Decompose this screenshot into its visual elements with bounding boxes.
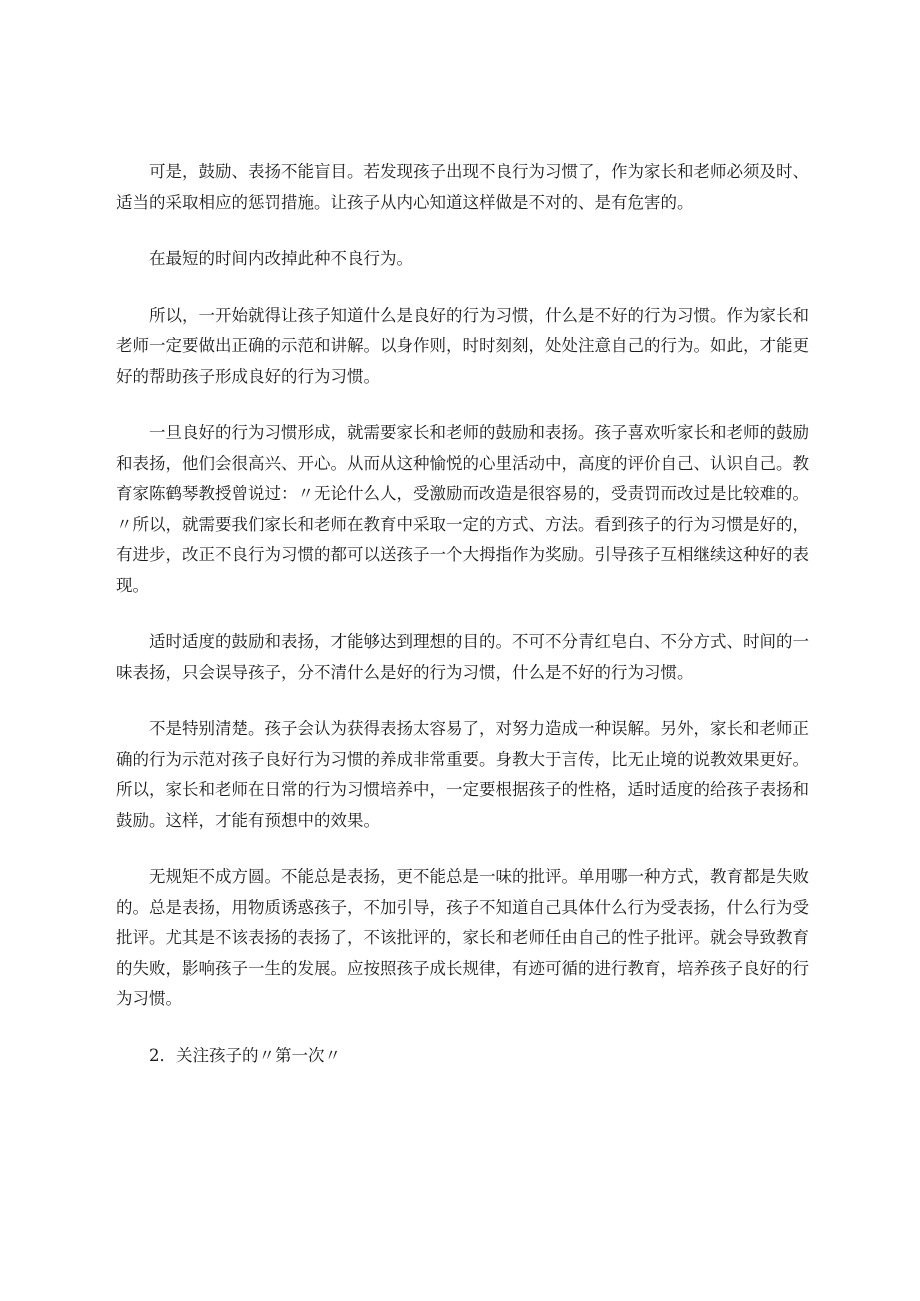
paragraph-7: 无规矩不成方圆。不能总是表扬，更不能总是一味的批评。单用哪一种方式，教育都是失败的。总是表扬，用物质诱惑孩子，不加引导，孩子不知道自己具体什么行为受表扬，什么行为受批评。尤其是不该表扬的表扬了，不该批评的，家长和老师任由自己的性子批评。就会导致教育的失败，影响孩子一生的发展。应按照孩子成长规律，有迹可循的进行教育，培养孩子良好的行为习惯。 [116, 867, 809, 1008]
document-body [116, 157, 809, 1071]
paragraph-5: 适时适度的鼓励和表扬，才能够达到理想的目的。不可不分青红皂白、不分方式、时间的一味表扬，只会误导孩子，分不清什么是好的行为习惯，什么是不好的行为习惯。 [116, 632, 809, 682]
paragraph-2: 在最短的时间内改掉此种不良行为。 [149, 249, 413, 268]
section-heading: 2．关注孩子的〃第一次〃 [149, 1045, 341, 1065]
paragraph-6: 不是特别清楚。孩子会认为获得表扬太容易了，对努力造成一种误解。另外，家长和老师正确的行为示范对孩子良好行为习惯的养成非常重要。身教大于言传，比无止境的说教效果更好。所以，家长和老师在日常的行为习惯培养中，一定要根据孩子的性格，适时适度的给孩子表扬和鼓励。这样，才能有预想中的效果。 [116, 719, 809, 830]
paragraph-3: 所以，一开始就得让孩子知道什么是良好的行为习惯，什么是不好的行为习惯。作为家长和老师一定要做出正确的示范和讲解。以身作则，时时刻刻，处处注意自己的行为。如此，才能更好的帮助孩子形成良好的行为习惯。 [116, 305, 809, 386]
paragraph-4: 一旦良好的行为习惯形成，就需要家长和老师的鼓励和表扬。孩子喜欢听家长和老师的鼓励和表扬，他们会很高兴、开心。从而从这种愉悦的心里活动中，高度的评价自己、认识自己。教育家陈鹤琴教授曾说过：〃无论什么人，受激励而改造是很容易的，受责罚而改过是比较难的。〃所以，就需要我们家长和老师在教育中采取一定的方式、方法。看到孩子的行为习惯是好的，有进步，改正不良行为习惯的都可以送孩子一个大拇指作为奖励。引导孩子互相继续这种好的表现。 [116, 423, 809, 595]
paragraph-1: 可是，鼓励、表扬不能盲目。若发现孩子出现不良行为习惯了，作为家长和老师必须及时、适当的采取相应的惩罚措施。让孩子从内心知道这样做是不对的、是有危害的。 [116, 162, 809, 212]
